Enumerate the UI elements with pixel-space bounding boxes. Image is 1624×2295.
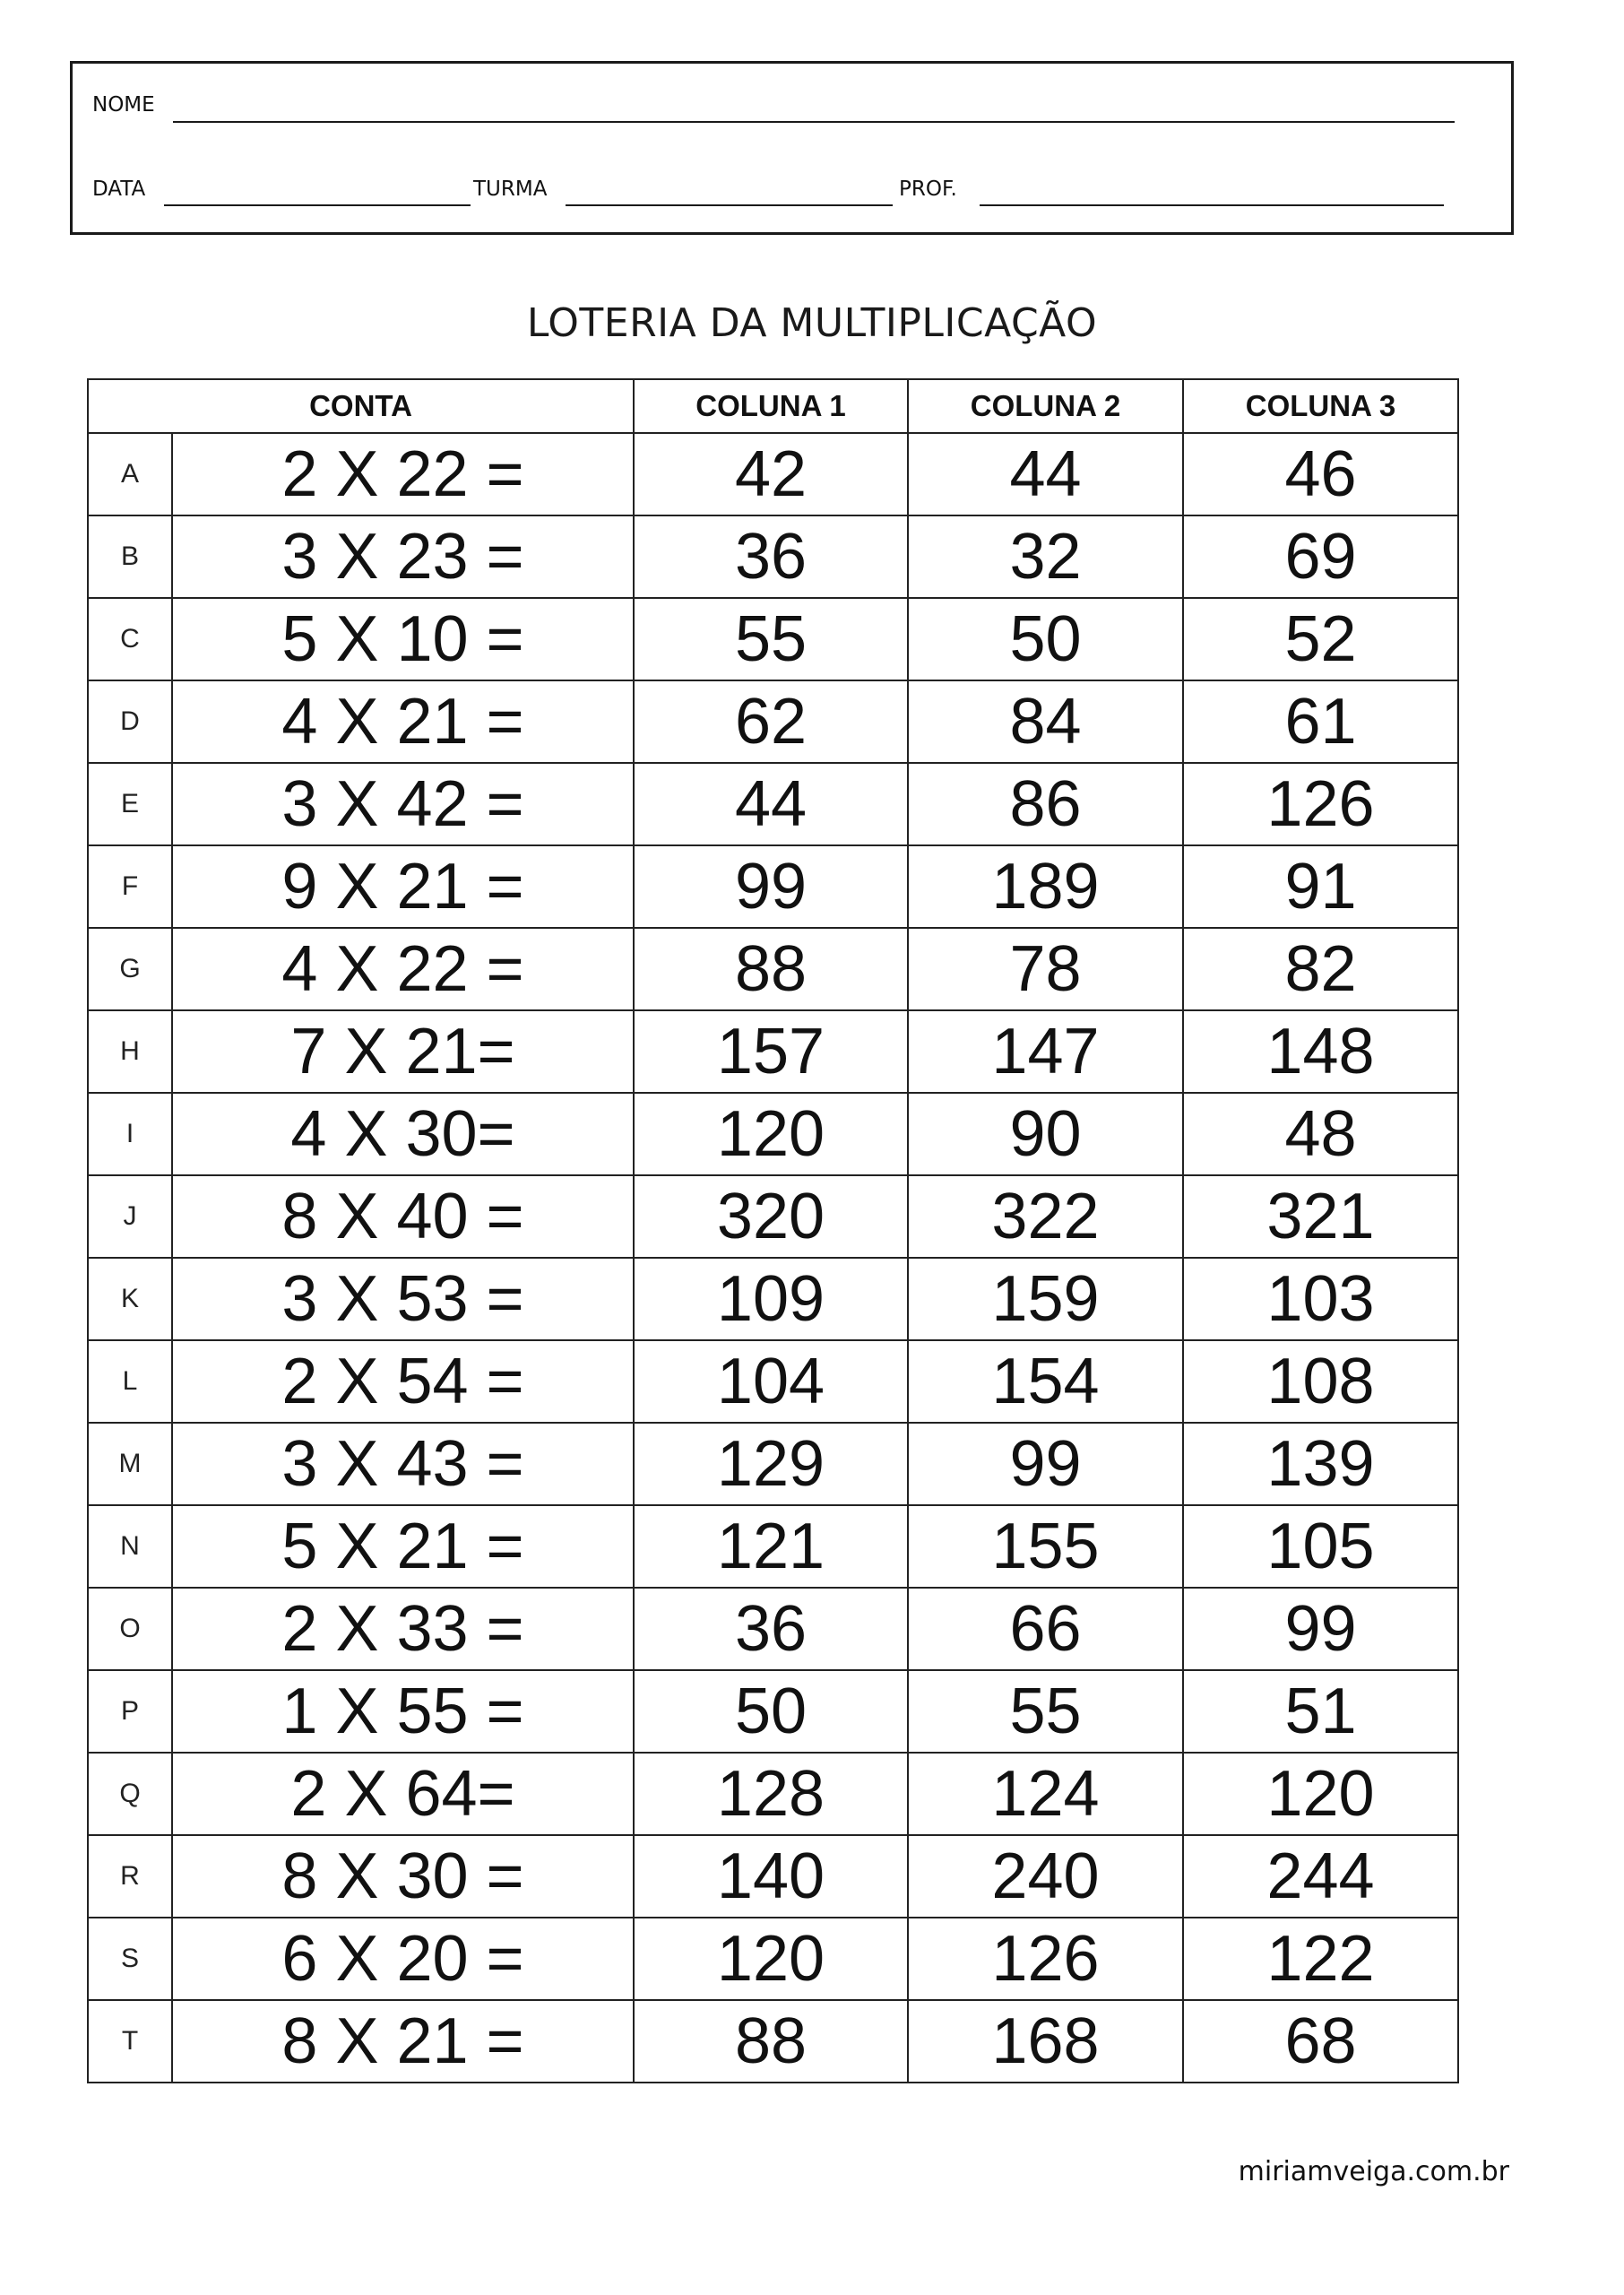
answer-option-coluna-1: 129	[634, 1423, 908, 1505]
answer-option-coluna-3: 68	[1183, 2000, 1458, 2083]
multiplication-expression: 9 X 21 =	[172, 845, 634, 928]
answer-option-coluna-2: 44	[908, 433, 1183, 515]
multiplication-expression: 3 X 23 =	[172, 515, 634, 598]
table-row	[88, 1918, 1458, 2000]
answer-option-coluna-1: 88	[634, 928, 908, 1010]
table-row	[88, 433, 1458, 515]
answer-option-coluna-3: 51	[1183, 1670, 1458, 1753]
row-letter: O	[88, 1588, 172, 1670]
student-info-box	[70, 61, 1514, 235]
row-letter: M	[88, 1423, 172, 1505]
answer-option-coluna-2: 86	[908, 763, 1183, 845]
answer-option-coluna-1: 120	[634, 1093, 908, 1175]
answer-option-coluna-1: 50	[634, 1670, 908, 1753]
answer-option-coluna-3: 126	[1183, 763, 1458, 845]
row-letter: E	[88, 763, 172, 845]
answer-option-coluna-3: 48	[1183, 1093, 1458, 1175]
table-row	[88, 763, 1458, 845]
table-row	[88, 515, 1458, 598]
answer-option-coluna-1: 140	[634, 1835, 908, 1918]
answer-option-coluna-2: 126	[908, 1918, 1183, 2000]
answer-option-coluna-3: 120	[1183, 1753, 1458, 1835]
answer-option-coluna-1: 120	[634, 1918, 908, 2000]
answer-option-coluna-2: 147	[908, 1010, 1183, 1093]
answer-option-coluna-1: 320	[634, 1175, 908, 1258]
answer-option-coluna-1: 157	[634, 1010, 908, 1093]
table-row	[88, 1010, 1458, 1093]
answer-option-coluna-1: 99	[634, 845, 908, 928]
answer-option-coluna-2: 90	[908, 1093, 1183, 1175]
row-letter: G	[88, 928, 172, 1010]
multiplication-expression: 3 X 53 =	[172, 1258, 634, 1340]
answer-option-coluna-2: 322	[908, 1175, 1183, 1258]
row-letter: N	[88, 1505, 172, 1588]
row-letter: F	[88, 845, 172, 928]
answer-option-coluna-2: 240	[908, 1835, 1183, 1918]
answer-option-coluna-3: 61	[1183, 680, 1458, 763]
answer-option-coluna-3: 46	[1183, 433, 1458, 515]
multiplication-expression: 2 X 22 =	[172, 433, 634, 515]
multiplication-expression: 7 X 21=	[172, 1010, 634, 1093]
answer-option-coluna-2: 99	[908, 1423, 1183, 1505]
multiplication-expression: 2 X 33 =	[172, 1588, 634, 1670]
answer-option-coluna-1: 55	[634, 598, 908, 680]
answer-option-coluna-1: 62	[634, 680, 908, 763]
table-row	[88, 1423, 1458, 1505]
answer-option-coluna-2: 32	[908, 515, 1183, 598]
answer-option-coluna-2: 66	[908, 1588, 1183, 1670]
multiplication-expression: 3 X 42 =	[172, 763, 634, 845]
answer-option-coluna-3: 82	[1183, 928, 1458, 1010]
answer-option-coluna-1: 109	[634, 1258, 908, 1340]
row-letter: S	[88, 1918, 172, 2000]
answer-option-coluna-2: 124	[908, 1753, 1183, 1835]
multiplication-expression: 5 X 10 =	[172, 598, 634, 680]
row-letter: D	[88, 680, 172, 763]
header-conta: CONTA	[88, 379, 634, 433]
answer-option-coluna-3: 244	[1183, 1835, 1458, 1918]
answer-option-coluna-2: 84	[908, 680, 1183, 763]
multiplication-expression: 4 X 30=	[172, 1093, 634, 1175]
answer-option-coluna-2: 55	[908, 1670, 1183, 1753]
row-letter: L	[88, 1340, 172, 1423]
data-label: DATA	[92, 178, 146, 201]
answer-option-coluna-2: 168	[908, 2000, 1183, 2083]
turma-label: TURMA	[473, 178, 548, 201]
answer-option-coluna-1: 104	[634, 1340, 908, 1423]
lottery-table	[87, 378, 1459, 2083]
answer-option-coluna-3: 69	[1183, 515, 1458, 598]
answer-option-coluna-1: 121	[634, 1505, 908, 1588]
footer-website: miriamveiga.com.br	[1238, 2156, 1509, 2187]
table-row	[88, 1175, 1458, 1258]
answer-option-coluna-3: 321	[1183, 1175, 1458, 1258]
row-letter: B	[88, 515, 172, 598]
nome-label: NOME	[92, 93, 155, 117]
answer-option-coluna-1: 42	[634, 433, 908, 515]
answer-option-coluna-2: 50	[908, 598, 1183, 680]
table-row	[88, 845, 1458, 928]
answer-option-coluna-1: 36	[634, 1588, 908, 1670]
answer-option-coluna-3: 91	[1183, 845, 1458, 928]
answer-option-coluna-1: 44	[634, 763, 908, 845]
answer-option-coluna-3: 99	[1183, 1588, 1458, 1670]
answer-option-coluna-3: 139	[1183, 1423, 1458, 1505]
table-row	[88, 1340, 1458, 1423]
row-letter: T	[88, 2000, 172, 2083]
nome-line	[173, 121, 1455, 123]
answer-option-coluna-2: 189	[908, 845, 1183, 928]
multiplication-expression: 5 X 21 =	[172, 1505, 634, 1588]
prof-label: PROF.	[899, 178, 957, 201]
table-row	[88, 598, 1458, 680]
table-row	[88, 928, 1458, 1010]
row-letter: K	[88, 1258, 172, 1340]
header-coluna-3: COLUNA 3	[1183, 379, 1458, 433]
answer-option-coluna-2: 78	[908, 928, 1183, 1010]
header-coluna-1: COLUNA 1	[634, 379, 908, 433]
table-row	[88, 680, 1458, 763]
table-row	[88, 1258, 1458, 1340]
multiplication-expression: 8 X 40 =	[172, 1175, 634, 1258]
answer-option-coluna-3: 52	[1183, 598, 1458, 680]
multiplication-expression: 1 X 55 =	[172, 1670, 634, 1753]
multiplication-expression: 4 X 22 =	[172, 928, 634, 1010]
header-row	[88, 379, 1458, 433]
answer-option-coluna-1: 36	[634, 515, 908, 598]
table-row	[88, 1670, 1458, 1753]
answer-option-coluna-3: 148	[1183, 1010, 1458, 1093]
multiplication-expression: 3 X 43 =	[172, 1423, 634, 1505]
multiplication-expression: 4 X 21 =	[172, 680, 634, 763]
multiplication-expression: 8 X 21 =	[172, 2000, 634, 2083]
turma-line	[566, 204, 893, 206]
table-row	[88, 1835, 1458, 1918]
prof-line	[980, 204, 1444, 206]
row-letter: Q	[88, 1753, 172, 1835]
page-title: LOTERIA DA MULTIPLICAÇÃO	[526, 300, 1098, 346]
answer-option-coluna-1: 128	[634, 1753, 908, 1835]
row-letter: H	[88, 1010, 172, 1093]
answer-option-coluna-3: 108	[1183, 1340, 1458, 1423]
header-coluna-2: COLUNA 2	[908, 379, 1183, 433]
multiplication-expression: 2 X 64=	[172, 1753, 634, 1835]
row-letter: C	[88, 598, 172, 680]
table-row	[88, 1093, 1458, 1175]
table-row	[88, 1753, 1458, 1835]
table-row	[88, 1588, 1458, 1670]
answer-option-coluna-2: 155	[908, 1505, 1183, 1588]
answer-option-coluna-3: 105	[1183, 1505, 1458, 1588]
multiplication-expression: 2 X 54 =	[172, 1340, 634, 1423]
answer-option-coluna-1: 88	[634, 2000, 908, 2083]
answer-option-coluna-2: 159	[908, 1258, 1183, 1340]
data-line	[164, 204, 471, 206]
table-row	[88, 1505, 1458, 1588]
answer-option-coluna-2: 154	[908, 1340, 1183, 1423]
multiplication-expression: 6 X 20 =	[172, 1918, 634, 2000]
table-row	[88, 2000, 1458, 2083]
answer-option-coluna-3: 103	[1183, 1258, 1458, 1340]
row-letter: P	[88, 1670, 172, 1753]
answer-option-coluna-3: 122	[1183, 1918, 1458, 2000]
row-letter: A	[88, 433, 172, 515]
row-letter: J	[88, 1175, 172, 1258]
row-letter: I	[88, 1093, 172, 1175]
multiplication-expression: 8 X 30 =	[172, 1835, 634, 1918]
row-letter: R	[88, 1835, 172, 1918]
